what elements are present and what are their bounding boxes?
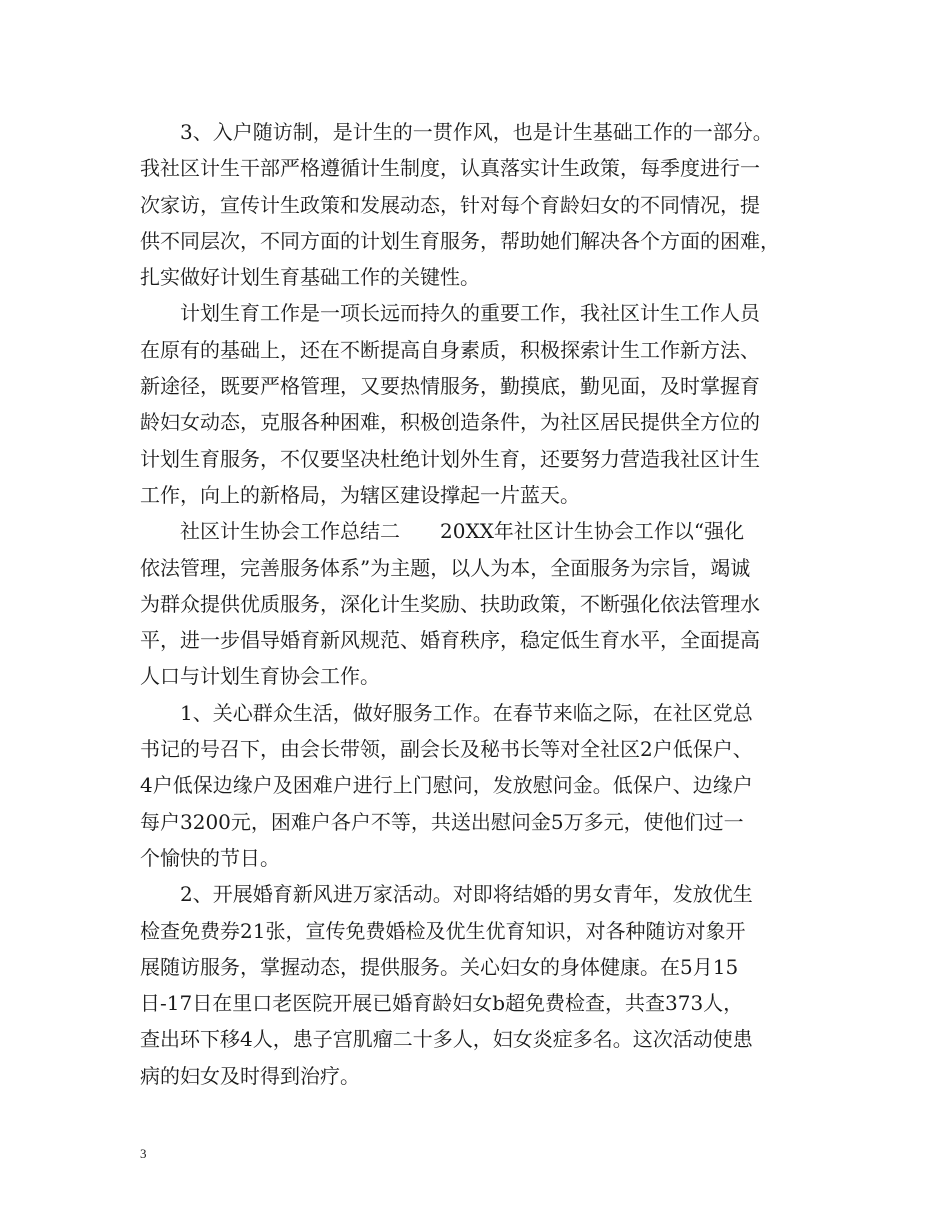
text-line: 3、入户随访制，是计生的一贯作风，也是计生基础工作的一部分。: [140, 120, 773, 144]
text-line: 个愉快的节日。: [140, 845, 280, 870]
text-line: 在原有的基础上，还在不断提高自身素质，积极探索计生工作新方法、: [140, 337, 760, 362]
text-line: 病的妇女及时得到治疗。: [140, 1063, 360, 1088]
text-line: 查出环下移4人，患子宫肌瘤二十多人，妇女炎症多名。这次活动使患: [140, 1027, 753, 1052]
paragraph-summary-two: [140, 513, 820, 694]
text-line: 新途径，既要严格管理，又要热情服务，勤摸底，勤见面，及时掌握育: [140, 374, 760, 399]
text-line: 次家访，宣传计生政策和发展动态，针对每个育龄妇女的不同情况，提: [140, 192, 760, 217]
paragraph-marriage-campaign: [140, 876, 820, 1094]
paragraph-long-term-work: [140, 295, 820, 513]
paragraph-household-visits: [140, 114, 820, 295]
text-line: 龄妇女动态，克服各种困难，积极创造条件，为社区居民提供全方位的: [140, 410, 760, 435]
text-line: 工作，向上的新格局，为辖区建设撑起一片蓝天。: [140, 482, 580, 507]
text-line: 人口与计划生育协会工作。: [140, 664, 380, 689]
text-line: 计划生育工作是一项长远而持久的重要工作，我社区计生工作人员: [140, 301, 760, 326]
text-line: 1、关心群众生活，做好服务工作。在春节来临之际，在社区党总: [140, 700, 753, 725]
text-line: 书记的号召下，由会长带领，副会长及秘书长等对全社区2户低保户、: [140, 737, 753, 762]
text-line: 依法管理，完善服务体系”为主题，以人为本，全面服务为宗旨，竭诚: [140, 555, 751, 580]
text-line: 扎实做好计划生育基础工作的关键性。: [140, 265, 480, 290]
text-line: 为群众提供优质服务，深化计生奖励、扶助政策，不断强化依法管理水: [140, 591, 760, 616]
paragraph-care-for-residents: [140, 695, 820, 876]
text-line: 4户低保边缘户及困难户进行上门慰问，发放慰问金。低保户、边缘户: [140, 773, 753, 798]
text-line: 展随访服务，掌握动态，提供服务。关心妇女的身体健康。在5月15: [140, 954, 739, 979]
text-line: 供不同层次，不同方面的计划生育服务，帮助她们解决各个方面的困难，: [140, 228, 780, 253]
text-line: 2、开展婚育新风进万家活动。对即将结婚的男女青年，发放优生: [140, 882, 753, 907]
text-line: 社区计生协会工作总结二 20XX年社区计生协会工作以“强化: [140, 519, 745, 544]
text-line: 每户3200元，困难户各户不等，共送出慰问金5万多元，使他们过一: [140, 809, 744, 834]
document-body: [140, 114, 820, 1094]
text-line: 日-17日在里口老医院开展已婚育龄妇女b超免费检查，共查373人，: [140, 991, 744, 1016]
text-line: 我社区计生干部严格遵循计生制度，认真落实计生政策，每季度进行一: [140, 156, 760, 181]
text-line: 平，进一步倡导婚育新风规范、婚育秩序，稳定低生育水平，全面提高: [140, 628, 760, 653]
text-line: 检查免费券21张，宣传免费婚检及优生优育知识，对各种随访对象开: [140, 918, 746, 943]
text-line: 计划生育服务，不仅要坚决杜绝计划外生育，还要努力营造我社区计生: [140, 446, 760, 471]
page-number: 3: [140, 1146, 147, 1161]
